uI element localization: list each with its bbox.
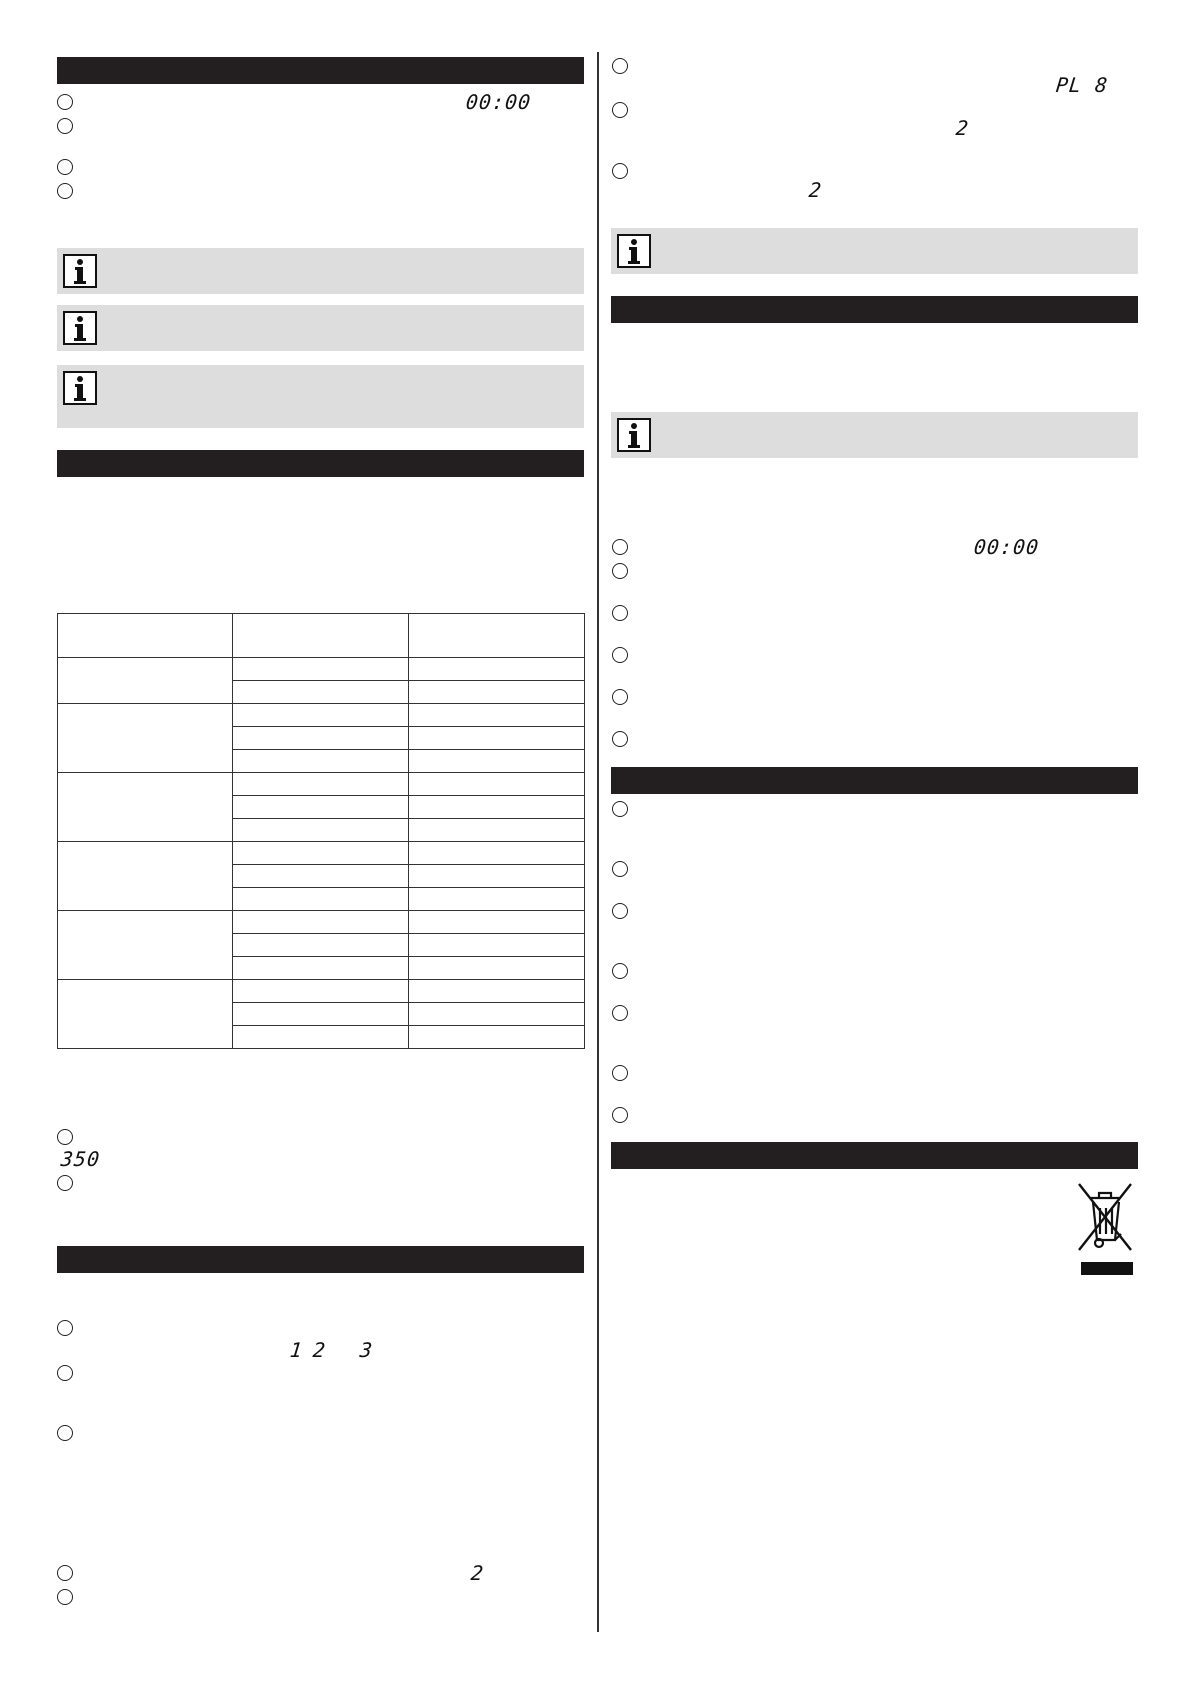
level-display-2: 2	[311, 1338, 328, 1362]
section-header-bar	[611, 1142, 1138, 1169]
info-icon	[63, 371, 97, 405]
table-row	[58, 773, 585, 796]
step-circle-icon	[57, 1129, 73, 1145]
step-circle-icon	[612, 58, 628, 74]
step-circle-icon	[57, 1320, 73, 1336]
info-icon	[63, 254, 97, 288]
step-circle-icon	[57, 1175, 73, 1191]
digit-display: 2	[954, 116, 971, 140]
crossed-out-wheelie-bin-icon	[1075, 1180, 1135, 1276]
step-circle-icon	[612, 563, 628, 579]
info-icon	[617, 234, 651, 268]
section-header-bar	[57, 450, 584, 477]
clock-display: 00:00	[972, 535, 1041, 559]
table-row	[58, 658, 585, 681]
step-circle-icon	[612, 539, 628, 555]
step-circle-icon	[612, 102, 628, 118]
step-circle-icon	[612, 1107, 628, 1123]
clock-display: 00:00	[464, 90, 533, 114]
step-circle-icon	[612, 1005, 628, 1021]
step-circle-icon	[57, 118, 73, 134]
step-circle-icon	[57, 94, 73, 110]
step-circle-icon	[612, 963, 628, 979]
info-note	[57, 248, 584, 294]
info-note	[57, 365, 584, 428]
step-circle-icon	[57, 1565, 73, 1581]
step-circle-icon	[612, 605, 628, 621]
step-circle-icon	[612, 689, 628, 705]
table-row	[58, 911, 585, 934]
step-circle-icon	[612, 903, 628, 919]
info-note	[57, 305, 584, 351]
step-circle-icon	[57, 183, 73, 199]
step-circle-icon	[612, 647, 628, 663]
step-circle-icon	[612, 1065, 628, 1081]
level-display-3: 3	[358, 1338, 375, 1362]
digit-display: 2	[469, 1561, 486, 1585]
info-icon	[617, 418, 651, 452]
info-note	[611, 228, 1138, 274]
section-header-bar	[611, 767, 1138, 794]
step-circle-icon	[612, 861, 628, 877]
digit-display: 2	[807, 178, 824, 202]
table-row	[58, 704, 585, 727]
step-circle-icon	[612, 163, 628, 179]
table-header-row	[58, 614, 585, 658]
step-circle-icon	[57, 1365, 73, 1381]
step-circle-icon	[57, 1589, 73, 1605]
section-header-bar	[611, 296, 1138, 323]
table-row	[58, 842, 585, 865]
power-display: 350	[59, 1147, 102, 1171]
table-row	[58, 980, 585, 1003]
section-header-bar	[57, 1246, 584, 1273]
level-display-1: 1	[288, 1338, 305, 1362]
column-divider	[597, 52, 599, 1632]
settings-table	[57, 613, 585, 1049]
section-header-bar	[57, 57, 584, 84]
program-code-display: PL 8	[1054, 73, 1110, 97]
step-circle-icon	[612, 731, 628, 747]
info-note	[611, 412, 1138, 458]
step-circle-icon	[57, 1425, 73, 1441]
step-circle-icon	[57, 159, 73, 175]
step-circle-icon	[612, 801, 628, 817]
info-icon	[63, 311, 97, 345]
